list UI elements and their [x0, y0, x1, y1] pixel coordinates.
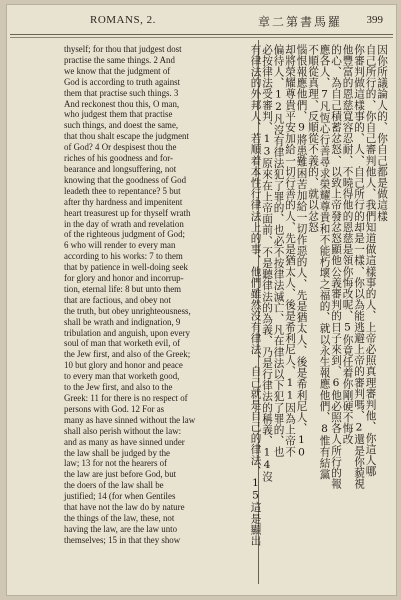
english-text-line: of God? 4 Or despisest thou the	[64, 142, 177, 153]
english-text-line: leadeth thee to repentance? 5 but	[64, 185, 181, 196]
english-text-line: practise the same things. 2 And	[64, 54, 175, 65]
running-head-english: ROMANS, 2.	[90, 14, 156, 26]
english-text-line: thyself; for thou that judgest dost	[64, 44, 182, 54]
english-text-line: that are factious, and obey not	[64, 294, 171, 305]
bible-page	[6, 4, 397, 596]
chinese-text-columns	[249, 44, 388, 574]
chinese-text-column: 偏待人、12凡沒有律法犯了罪的、也必不按律法滅亡、凡在律法以下犯了罪的、也	[272, 44, 285, 458]
english-text-line: in the day of wrath and revelation	[64, 218, 184, 229]
page-header	[6, 14, 397, 36]
chinese-text-column: 惱恨報應他們、9將患難困苦加給一切作惡的人、先是猶太人、後是希利尼人、10	[295, 44, 308, 459]
english-text-line: according to his works: 7 to them	[64, 251, 183, 262]
chinese-text-column: 應各人、7凡恆心行善尋求榮耀尊貴和不能朽壞之福的、就以永生報應他們、8惟有結黨	[318, 44, 331, 480]
english-text-line: knowing that the goodness of God	[64, 174, 187, 185]
english-text-line: justified; 14 (for when Gentiles	[64, 491, 176, 502]
english-text-line: soul of man that worketh evil, of	[64, 338, 181, 349]
english-text-line: them that practise such things. 3	[64, 87, 179, 98]
english-text-line: themselves; 15 in that they show	[64, 534, 181, 545]
english-text-line: for glory and honor and incorrup-	[64, 273, 184, 284]
english-text-line: law; 13 for not the hearers of	[64, 458, 168, 469]
english-text-line: And reckonest thou this, O man,	[64, 98, 180, 109]
english-text-line: that thou shalt escape the judgment	[64, 131, 189, 142]
chinese-text-column: 因你所議論人的、你自己都是做這樣	[376, 44, 388, 222]
english-text-line: 6 who will render to every man	[64, 240, 176, 251]
english-text-line: to the Jew first, and also to the	[64, 382, 173, 393]
chinese-text-column: 自己所行的、你自己審判他人、我們知道做這樣事的人、上帝必照真理審判他、你這人哪	[364, 44, 377, 477]
english-text-column	[64, 44, 257, 584]
english-text-line: of the righteous judgment of God;	[64, 229, 186, 240]
english-text-line: the Jew first, and also of the Greek;	[64, 349, 191, 360]
english-text-line: bearance and longsuffering, not	[64, 163, 177, 174]
english-text-line: the things of the law, these, not	[64, 512, 175, 523]
english-text-line: that have not the law do by nature	[64, 502, 185, 513]
chinese-text-column: 他豐富的恩慈寬容忍耐、不曉得他的恩慈是領你悔改呢、5你竟任着你剛硬不悔改	[341, 44, 354, 445]
english-text-line: to every man that worketh good,	[64, 371, 180, 382]
english-text-line: the doers of the law shall be	[64, 480, 164, 491]
english-text-line: the law shall be judged by the	[64, 447, 170, 458]
english-text-line: tribulation and anguish, upon every	[64, 327, 190, 338]
chinese-text-column: 却將榮耀尊貴平安加給一切行善的人、先是猶太人、後是希利尼人、11因為上帝不	[284, 44, 296, 458]
english-text-line: riches of his goodness and for-	[64, 153, 174, 164]
english-text-line: after thy hardness and impenitent	[64, 196, 183, 207]
chinese-text-column: 不順從真理、反順從不義的、就以忿怒	[307, 44, 319, 233]
english-text-line: heart treasurest up for thyself wrath	[64, 207, 191, 218]
english-text-line: God is according to truth against	[64, 76, 181, 87]
english-text-line: shall also perish without the law:	[64, 425, 182, 436]
page-number: 399	[366, 14, 383, 26]
english-text-line: many as have sinned without the law	[64, 414, 196, 425]
chinese-text-column: 必按律法受審判、13原來在上帝面前、不是聽律法的為義、乃是行律法的稱義、14沒	[261, 44, 273, 483]
english-text-line: that by patience in well-doing seek	[64, 262, 188, 273]
english-text-line: Greek: 11 for there is no respect of	[64, 393, 188, 403]
english-text-line: having the law, are the law unto	[64, 523, 178, 534]
english-text-line: who judgest them that practise	[64, 109, 173, 120]
english-text-line: persons with God. 12 For as	[64, 403, 165, 414]
chinese-text-column: 你審判做這樣事的、人、自己所行的却是一樣、你以為能逃避上帝的審判嗎、2還是你藐視	[353, 44, 365, 490]
english-text-line: the truth, but obey unrighteousness,	[64, 305, 191, 316]
english-text-line: the law are just before God, but	[64, 469, 177, 480]
header-rule	[10, 34, 393, 35]
english-text-line: and as many as have sinned under	[64, 436, 185, 447]
english-text-line: shall be wrath and indignation, 9	[64, 316, 181, 327]
english-text-line: 10 but glory and honor and peace	[64, 360, 183, 371]
english-text-line: tion, eternal life: 8 but unto them	[64, 283, 182, 294]
chinese-text-column: 的心、為自己積蓄忿怒、以致上帝發忿怒顯他公義審判的日子來到、6他必照各人所行的報	[330, 44, 342, 490]
chinese-text-column: 有律法的外邦人、若順着本性行律法上的事、他們雖然沒有律法、自己就是自己的律法、15這是顯出	[249, 44, 262, 547]
english-text-line: such things, and doest the same,	[64, 120, 179, 131]
running-head-chinese: 章二第書馬羅	[258, 15, 343, 29]
header-rule-secondary	[10, 37, 393, 38]
english-text-line: we know that the judgment of	[64, 65, 171, 76]
